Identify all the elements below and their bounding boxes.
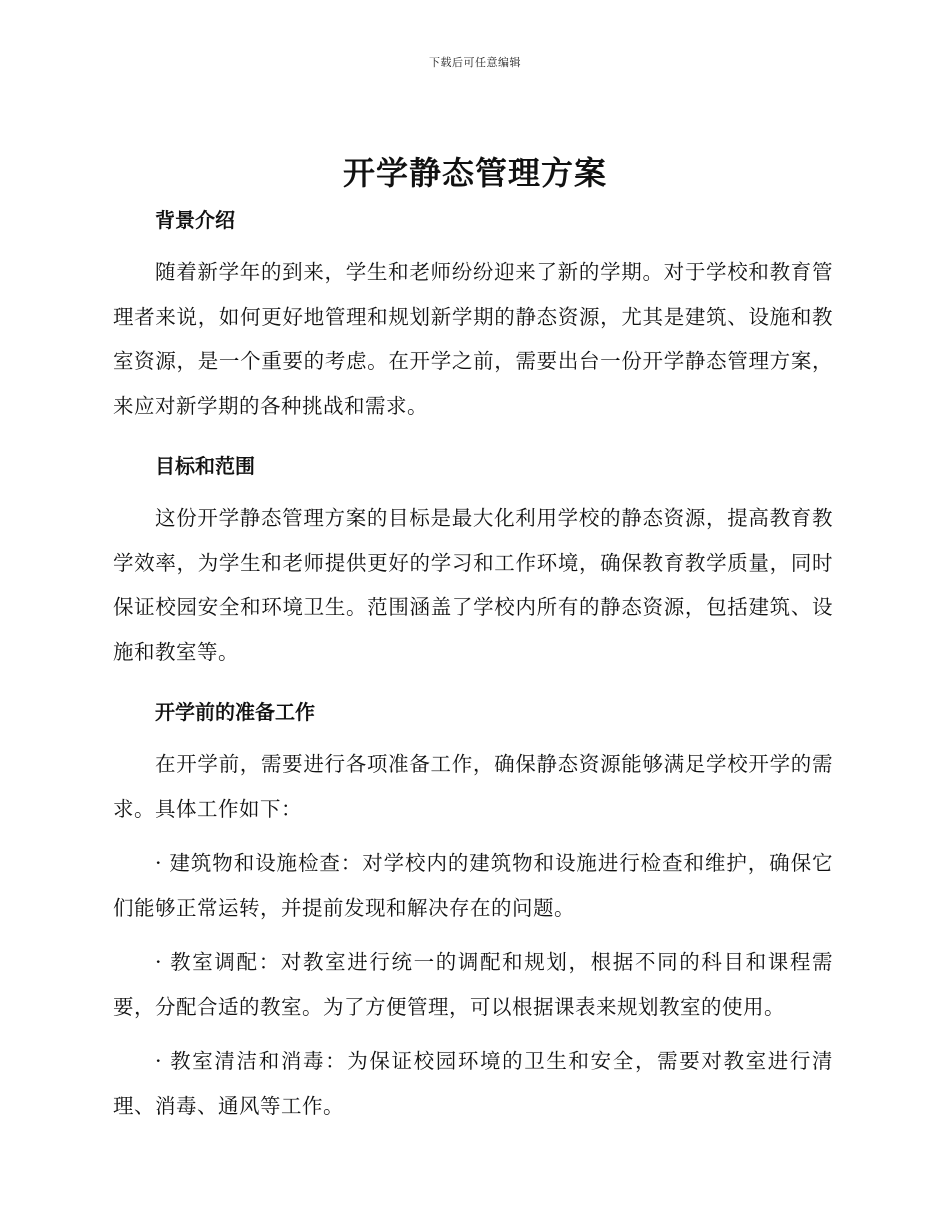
section-heading-goals: 目标和范围 [155,454,255,478]
document-body [113,200,833,1128]
list-item-classroom-allocation: · 教室调配：对教室进行统一的调配和规划，根据不同的科目和课程需要，分配合适的教室。为了方便管理，可以根据课表来规划教室的使用。 [113,950,833,1019]
section-heading-preparation: 开学前的准备工作 [155,700,315,724]
paragraph-goals: 这份开学静态管理方案的目标是最大化利用学校的静态资源，提高教育教学效率，为学生和老师提供更好的学习和工作环境，确保教育教学质量，同时保证校园安全和环境卫生。范围涵盖了学校内所有的静态资源，包括建筑、设施和教室等。 [113,506,833,664]
paragraph-preparation-intro: 在开学前，需要进行各项准备工作，确保静态资源能够满足学校开学的需求。具体工作如下： [113,752,833,821]
header-note: 下载后可任意编辑 [429,56,521,69]
list-item-building-check: · 建筑物和设施检查：对学校内的建筑物和设施进行检查和维护，确保它们能够正常运转，并提前发现和解决存在的问题。 [113,851,833,920]
list-item-classroom-cleaning: · 教室清洁和消毒：为保证校园环境的卫生和安全，需要对教室进行清理、消毒、通风等工作。 [113,1049,833,1118]
section-heading-background: 背景介绍 [155,208,235,232]
paragraph-background: 随着新学年的到来，学生和老师纷纷迎来了新的学期。对于学校和教育管理者来说，如何更好地管理和规划新学期的静态资源，尤其是建筑、设施和教室资源，是一个重要的考虑。在开学之前，需要出台一份开学静态管理方案，来应对新学期的各种挑战和需求。 [113,260,833,418]
document-title: 开学静态管理方案 [342,154,607,192]
